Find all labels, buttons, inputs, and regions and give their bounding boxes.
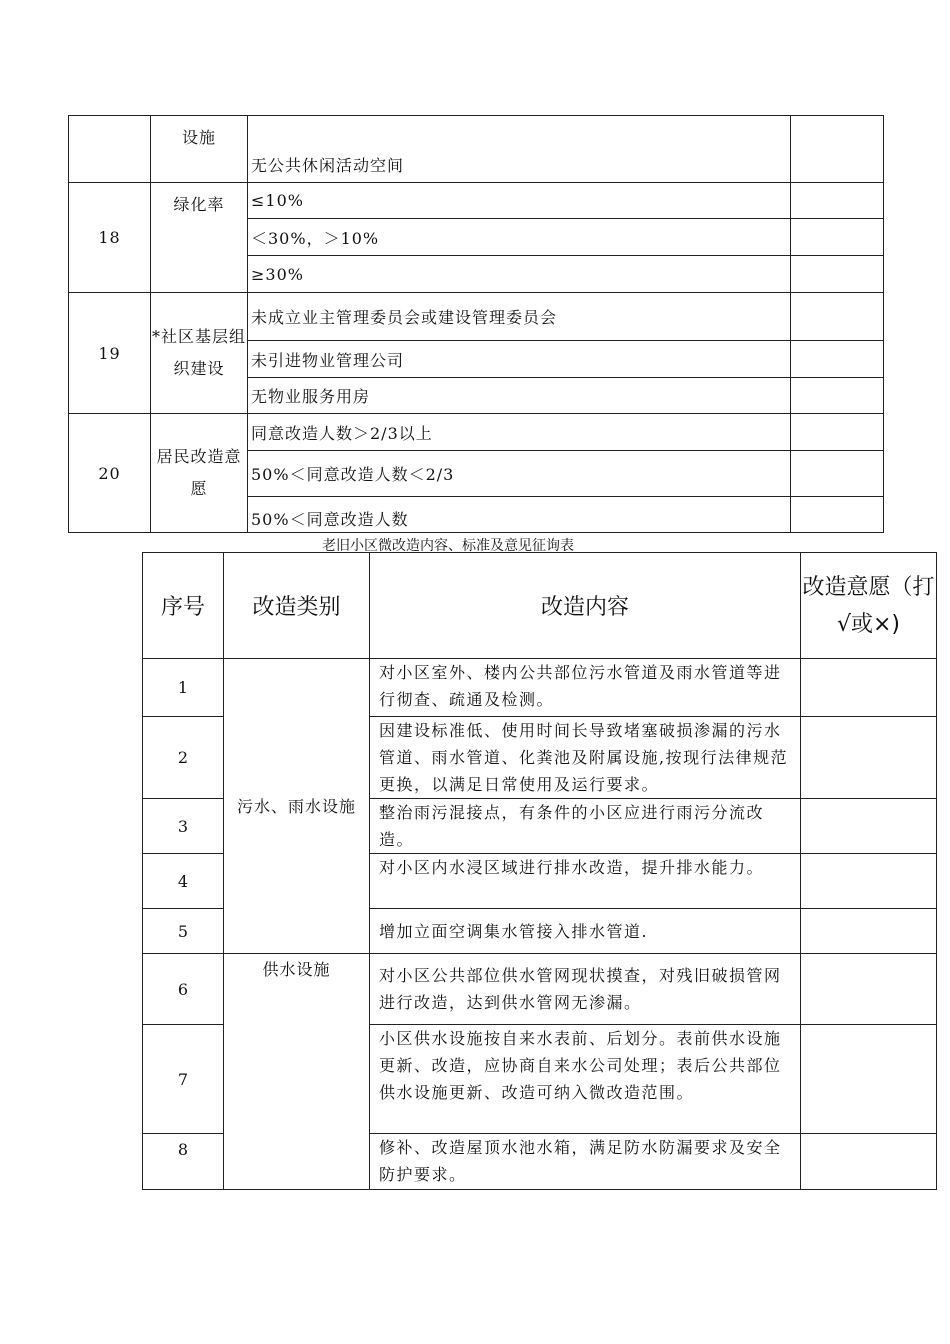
- check-cell[interactable]: [791, 293, 884, 341]
- row-content: 因建设标准低、使用时间长导致堵塞破损渗漏的污水管道、雨水管道、化粪池及附属设施,按现行法律规范更换，以满足日常使用及运行要求。: [370, 717, 801, 799]
- check-cell[interactable]: [791, 256, 884, 293]
- row-number: 2: [143, 717, 224, 799]
- group-category: 污水、雨水设施: [224, 659, 370, 954]
- row-option: 无物业服务用房: [248, 378, 791, 414]
- header-content: 改造内容: [370, 553, 801, 659]
- group-category: 供水设施: [224, 954, 370, 1190]
- row-number: 5: [143, 909, 224, 954]
- row-option: 未引进物业管理公司: [248, 341, 791, 378]
- row-category: 居民改造意愿: [151, 414, 248, 533]
- row-number: 19: [69, 293, 151, 414]
- table-row: [69, 414, 884, 451]
- row-number: 18: [69, 183, 151, 293]
- table-row: [69, 293, 884, 341]
- row-number: 6: [143, 954, 224, 1025]
- check-cell[interactable]: [801, 717, 937, 799]
- row-number: 3: [143, 799, 224, 854]
- table-row: [143, 659, 937, 717]
- row-category: 设施: [151, 116, 248, 183]
- check-cell[interactable]: [801, 909, 937, 954]
- survey-table-top: [68, 115, 884, 533]
- table-caption: 老旧小区微改造内容、标准及意见征询表: [322, 538, 574, 554]
- check-cell[interactable]: [791, 183, 884, 219]
- row-content: 整治雨污混接点，有条件的小区应进行雨污分流改造。: [370, 799, 801, 854]
- row-number: 7: [143, 1025, 224, 1134]
- row-category: *社区基层组织建设: [151, 293, 248, 414]
- row-content: 小区供水设施按自来水表前、后划分。表前供水设施更新、改造，应协商自来水公司处理；表后公共部位供水设施更新、改造可纳入微改造范围。: [370, 1025, 801, 1134]
- row-number: 1: [143, 659, 224, 717]
- row-option: ≤10%: [248, 183, 791, 219]
- check-cell[interactable]: [801, 854, 937, 909]
- check-cell[interactable]: [791, 451, 884, 497]
- check-cell[interactable]: [801, 659, 937, 717]
- row-content: 对小区内水浸区域进行排水改造，提升排水能力。: [370, 854, 801, 909]
- row-content: 修补、改造屋顶水池水箱，满足防水防漏要求及安全防护要求。: [370, 1134, 801, 1190]
- row-number: 20: [69, 414, 151, 533]
- check-cell[interactable]: [791, 116, 884, 183]
- row-content: 对小区公共部位供水管网现状摸查，对残旧破损管网进行改造，达到供水管网无渗漏。: [370, 954, 801, 1025]
- table-row: [69, 116, 884, 183]
- check-cell[interactable]: [791, 341, 884, 378]
- check-cell[interactable]: [791, 414, 884, 451]
- row-option: 50%＜同意改造人数: [248, 497, 791, 533]
- row-number: [69, 116, 151, 183]
- header-category: 改造类别: [224, 553, 370, 659]
- row-option: 同意改造人数＞2/3以上: [248, 414, 791, 451]
- row-category: 绿化率: [151, 183, 248, 293]
- header-number: 序号: [143, 553, 224, 659]
- row-option: ≥30%: [248, 256, 791, 293]
- table-row: [69, 183, 884, 219]
- header-wish: 改造意愿（打√或×): [801, 553, 937, 659]
- row-number: 4: [143, 854, 224, 909]
- check-cell[interactable]: [801, 954, 937, 1025]
- table-row: [143, 954, 937, 1025]
- row-number: 8: [143, 1134, 224, 1190]
- row-option: 无公共休闲活动空间: [248, 116, 791, 183]
- check-cell[interactable]: [801, 799, 937, 854]
- row-option: 未成立业主管理委员会或建设管理委员会: [248, 293, 791, 341]
- row-content: 增加立面空调集水管接入排水管道.: [370, 909, 801, 954]
- check-cell[interactable]: [801, 1025, 937, 1134]
- row-content: 对小区室外、楼内公共部位污水管道及雨水管道等进行彻查、疏通及检测。: [370, 659, 801, 717]
- row-option: 50%＜同意改造人数＜2/3: [248, 451, 791, 497]
- row-option: ＜30%，＞10%: [248, 219, 791, 256]
- header-row: [143, 553, 937, 659]
- check-cell[interactable]: [791, 219, 884, 256]
- check-cell[interactable]: [801, 1134, 937, 1190]
- check-cell[interactable]: [791, 497, 884, 533]
- check-cell[interactable]: [791, 378, 884, 414]
- renovation-table: [142, 552, 937, 1190]
